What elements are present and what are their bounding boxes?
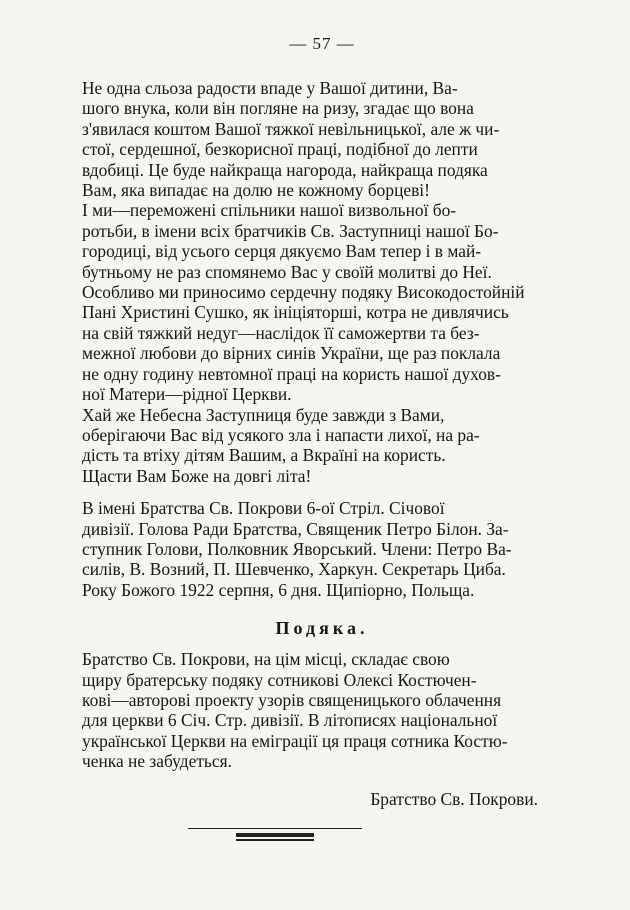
- text-line: ної Матери—рідної Церкви.: [82, 384, 292, 405]
- text-line: української Церкви на еміграції ця праця сотника Костю-: [82, 730, 508, 751]
- text-line: Щасти Вам Боже на довгі літа!: [82, 465, 312, 486]
- letter-paragraph-2: [62, 200, 582, 404]
- letter-paragraph-1: [62, 78, 582, 200]
- text-line: В імені Братства Св. Покрови 6-ої Стріл. Січової: [82, 498, 445, 519]
- letter-signatories: [62, 498, 582, 600]
- text-line: дивізії. Голова Ради Братства, Священик Петро Білон. За-: [82, 518, 509, 539]
- thanks-paragraph: [62, 649, 582, 771]
- text-line: оберігаючи Вас від усякого зла і напасти лихої, на ра-: [82, 424, 480, 445]
- text-line: кові—авторові проекту узорів священицького облачення: [82, 689, 502, 710]
- text-line: Братство Св. Покрови, на цім місці, складає свою: [82, 649, 450, 670]
- text-line: вдобиці. Це буде найкраща нагорода, найкраща подяка: [82, 159, 488, 180]
- text-line: ротьби, в імени всіх братчиків Св. Заступниці нашої Бо-: [82, 220, 499, 241]
- text-line: Особливо ми приносимо сердечну подяку Високодостойній: [82, 282, 525, 303]
- text-line: на свій тяжкий недуг—наслідок її саможертви та без-: [82, 322, 480, 343]
- text-line: силів, В. Возний, П. Шевченко, Харкун. Секретарь Циба.: [82, 559, 506, 580]
- text-line: ступник Голови, Полковник Яворський. Члени: Петро Ва-: [82, 538, 512, 559]
- page-number: — 57 —: [289, 34, 355, 53]
- text-line: шого внука, коли він погляне на ризу, згадає що вона: [82, 98, 474, 119]
- closing-ornament-rule: [188, 828, 362, 842]
- text-line: городиці, від усього серця дякуємо Вам тепер і в май-: [82, 241, 482, 262]
- text-line: Року Божого 1922 серпня, 6 дня. Щипіорно, Польща.: [82, 579, 475, 600]
- text-line: стої, сердешної, безкорисної праці, подібної до лепти: [82, 139, 478, 160]
- text-line: ченка не забудеться.: [82, 751, 232, 772]
- text-line: щиру братерську подяку сотникові Олексі Костючен-: [82, 669, 477, 690]
- text-line: Вам, яка випадає на долю не кожному борцеві!: [82, 180, 430, 201]
- text-line: Пані Христині Сушко, як ініціяторші, котра не дивлячись: [82, 302, 509, 323]
- text-line: дість та втіху дітям Вашим, а Вкраїні на користь.: [82, 445, 446, 466]
- text-line: Хай же Небесна Заступниця буде завжди з Вами,: [82, 404, 445, 425]
- text-line: з'явилася коштом Вашої тяжкої невільницької, але ж чи-: [82, 118, 500, 139]
- text-line: не одну годину невтомної праці на користь нашої духов-: [82, 363, 501, 384]
- text-line: для церкви 6 Січ. Стр. дивізії. В літописях національної: [82, 710, 498, 731]
- letter-paragraph-3: [62, 405, 582, 487]
- text-line: І ми—переможені спільники нашої визвольної бо-: [82, 200, 457, 221]
- thanks-heading: Подяка.: [275, 618, 369, 639]
- thanks-signature: Братство Св. Покрови.: [370, 788, 538, 809]
- text-line: бутньому не раз спомянемо Вас у своїй молитві до Неї.: [82, 261, 492, 282]
- text-line: Не одна сльоза радости впаде у Вашої дитини, Ва-: [82, 78, 458, 98]
- text-line: межної любови до вірних синів України, ще раз поклала: [82, 343, 501, 364]
